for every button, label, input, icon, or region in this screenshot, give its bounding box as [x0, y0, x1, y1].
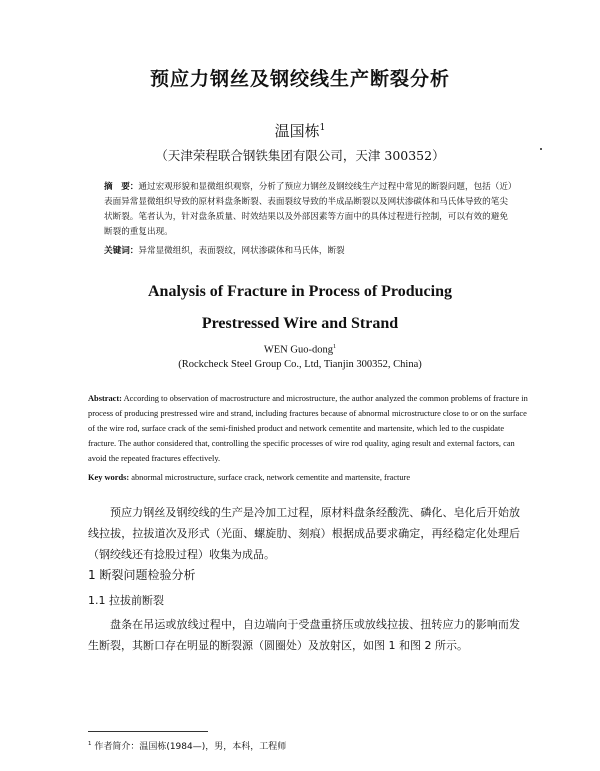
cn-keywords: [104, 244, 516, 259]
en-keywords-text: abnormal microstructure, surface crack, network cementite and martensite, fracture: [131, 473, 411, 482]
en-affiliation: (Rockcheck Steel Group Co., Ltd, Tianjin 300352, China): [178, 359, 422, 370]
en-title-line1: Analysis of Fracture in Process of Producing: [148, 283, 452, 300]
cn-abstract-text: 通过宏观形貌和显微组织观察，分析了预应力钢丝及钢绞线生产过程中常见的断裂问题，包括（近）表面异常显微组织导致的原材料盘条断裂、表面裂纹导致的半成品断裂以及网状渗碳体和马氏体导致的笔尖状断裂。笔者认为，针对盘条质量、时效结果以及外部因素等方面中的具体过程进行控制，可以有效的避免断裂的重复出现。: [104, 182, 513, 237]
cn-keywords-text: 异常显微组织，表面裂纹，网状渗碳体和马氏体，断裂: [138, 246, 345, 256]
section-1-1-paragraph: 盘条在吊运或放线过程中，自边端向于受盘重挤压或放线拉拔、扭转应力的影响而发生断裂，其断口存在明显的断裂源（圆圈处）及放射区，如图 1 和图 2 所示。: [88, 618, 520, 652]
cn-keywords-label: 关键词：: [104, 246, 139, 256]
en-author-footnote-mark: 1: [332, 343, 337, 350]
cn-abstract: [104, 180, 516, 240]
cn-title: 预应力钢丝及钢绞线生产断裂分析: [149, 68, 450, 90]
section-1-1-heading: 1.1 拉拔前断裂: [88, 594, 164, 607]
en-keywords-label: Key words:: [88, 473, 130, 482]
footnote-mark: 1: [88, 741, 92, 747]
cn-author-name: 温国栋: [274, 122, 320, 140]
cn-abstract-label: 摘 要：: [104, 182, 139, 192]
speck: [540, 148, 542, 150]
en-abstract-label: Abstract:: [88, 394, 122, 403]
intro-paragraph: 预应力钢丝及钢绞线的生产是冷加工过程，原材料盘条经酸洗、磷化、皂化后开始放线拉拔，拉拔道次及形式（光面、螺旋肋、刻痕）根据成品要求确定，再经稳定化处理后（钢绞线还有捻股过程）收集为成品。: [88, 506, 520, 561]
cn-author-footnote-mark: 1: [319, 123, 326, 133]
en-keywords: [88, 470, 528, 485]
en-author: [0, 343, 600, 356]
en-abstract: [88, 391, 528, 466]
footnote: [88, 739, 286, 752]
en-title-line2: Prestressed Wire and Strand: [201, 315, 399, 332]
en-author-name: WEN Guo-dong: [263, 344, 333, 356]
footnote-text: 作者简介：温国栋(1984—)，男，本科，工程师: [94, 742, 287, 752]
cn-affiliation: （天津荣程联合钢铁集团有限公司，天津 300352）: [155, 148, 445, 163]
section-1-heading: 1 断裂问题检验分析: [88, 568, 196, 582]
footnote-rule: [88, 731, 208, 732]
en-abstract-text: According to observation of macrostructure and microstructure, the author analyzed the common problems of fracture in process of producing prestressed wire and strand, including fractures because of abnormal microstructure close to or on the surface of the wire rod, surface crack of the semi-finished product and network cementite and martensite, which led to the cuspidate fracture. The author considered that, controlling the specific processes of wire rod quality, aging result and external factors, can avoid the repeated fractures effectively.: [88, 394, 528, 463]
cn-author: [0, 120, 600, 141]
